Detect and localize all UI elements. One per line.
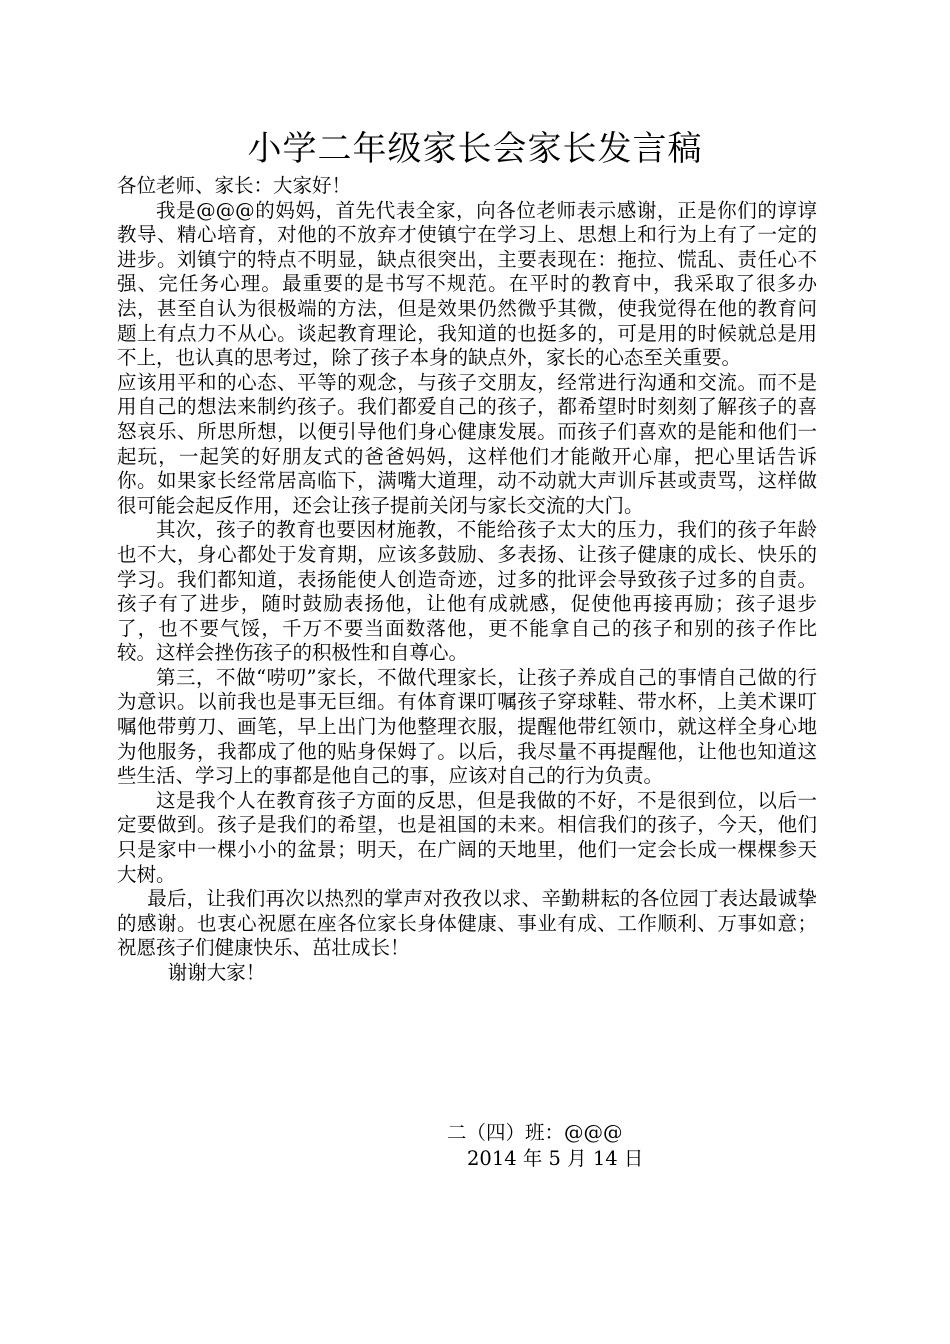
intro-paragraph: 我是@@@的妈妈，首先代表全家，向各位老师表示感谢，正是你们的谆谆教导、精心培育，对他的不放弃才使镇宁在学习上、思想上和行为上有了一定的进步。刘镇宁的特点不明显，缺点很突出，主要表现在：拖拉、慌乱、责任心不强、完任务心理。最重要的是书写不规范。在平时的教育中，我采取了很多办法，甚至自认为很极端的方法，但是效果仍然微乎其微，使我觉得在他的教育问题上有点力不从心。谈起教育理论，我知道的也挺多的，可是用的时候就总是用不上，也认真的思考过，除了孩子本身的缺点外，家长的心态至关重要。: [117, 198, 817, 370]
reflection-paragraph: 这是我个人在教育孩子方面的反思，但是我做的不好，不是很到位，以后一定要做到。孩子是我们的希望，也是祖国的未来。相信我们的孩子，今天，他们只是家中一棵小小的盆景；明天，在广阔的天地里，他们一定会长成一棵棵参天大树。: [117, 788, 817, 886]
closing-paragraph: 最后，让我们再次以热烈的掌声对孜孜以求、辛勤耕耘的各位园丁表达最诚挚的感谢。也衷心祝愿在座各位家长身体健康、事业有成、工作顺利、万事如意；祝愿孩子们健康快乐、茁壮成长！: [117, 887, 817, 960]
greeting-paragraph: 各位老师、家长：大家好！: [117, 174, 352, 197]
second-point-paragraph: 其次，孩子的教育也要因材施教，不能给孩子太大的压力，我们的孩子年龄也不大，身心都处于发育期，应该多鼓励、多表扬、让孩子健康的成长、快乐的学习。我们都知道，表扬能使人创造奇迹，过多的批评会导致孩子过多的自责。孩子有了进步，随时鼓励表扬他，让他有成就感，促使他再接再励；孩子退步了，也不要气馁，千万不要当面数落他，更不能拿自己的孩子和别的孩子作比较。这样会挫伤孩子的积极性和自尊心。: [117, 518, 817, 665]
third-point-paragraph: 第三，不做“唠叨”家长，不做代理家长，让孩子养成自己的事情自己做的行为意识。以前我也是事无巨细。有体育课叮嘱孩子穿球鞋、带水杯，上美术课叮嘱他带剪刀、画笔，早上出门为他整理衣服，提醒他带红领巾，就这样全身心地为他服务，我都成了他的贴身保姆了。以后，我尽量不再提醒他，让他也知道这些生活、学习上的事都是他自己的事，应该对自己的行为负责。: [117, 665, 817, 788]
attitude-paragraph: 应该用平和的心态、平等的观念，与孩子交朋友，经常进行沟通和交流。而不是用自己的想法来制约孩子。我们都爱自己的孩子，都希望时时刻刻了解孩子的喜怒哀乐、所思所想，以便引导他们身心健康发展。而孩子们喜欢的是能和他们一起玩，一起笑的好朋友式的爸爸妈妈，这样他们才能敞开心扉，把心里话告诉你。如果家长经常居高临下，满嘴大道理，动不动就大声训斥甚或责骂，这样做很可能会起反作用，还会让孩子提前关闭与家长交流的大门。: [117, 370, 817, 517]
document-title: 小学二年级家长会家长发言稿: [247, 129, 703, 169]
thanks-line: 谢谢大家！: [167, 961, 266, 984]
signature-date: 2014 年 5 月 14 日: [467, 1147, 644, 1170]
document-body: [117, 174, 817, 986]
signature-class: 二（四）班：@@@: [447, 1121, 623, 1144]
signature-block: [447, 1120, 643, 1172]
